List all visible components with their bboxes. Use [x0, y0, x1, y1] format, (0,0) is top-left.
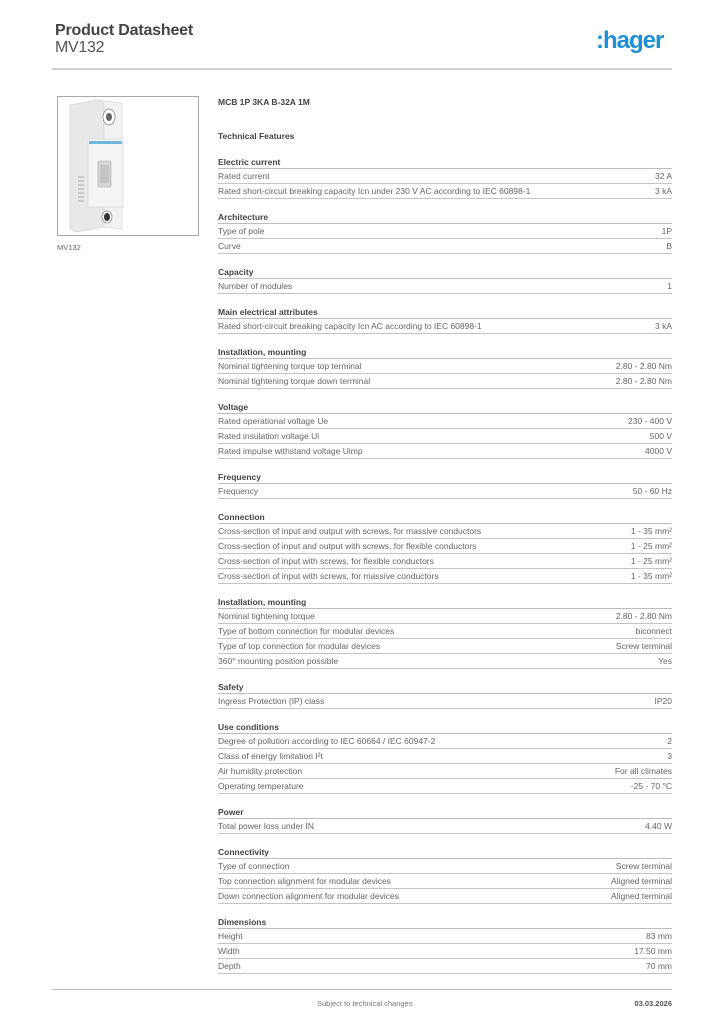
spec-value: -25 - 70 °C — [630, 781, 672, 791]
spec-label: Top connection alignment for modular devices — [218, 876, 391, 886]
spec-label: Type of top connection for modular devices — [218, 641, 381, 651]
section-title: Architecture — [218, 211, 672, 224]
spec-value: Aligned terminal — [611, 891, 672, 901]
spec-section — [218, 596, 672, 669]
spec-value: 2.80 - 2.80 Nm — [615, 611, 672, 621]
spec-value: 32 A — [654, 171, 672, 181]
spec-label: Nominal tightening torque top terminal — [218, 361, 362, 371]
spec-label: Cross-section of input with screws, for flexible conductors — [218, 556, 434, 566]
datasheet-content — [218, 96, 672, 974]
spec-value: biconnect — [635, 626, 672, 636]
spec-row — [218, 279, 672, 294]
spec-label: Operating temperature — [218, 781, 304, 791]
section-title: Safety — [218, 681, 672, 694]
product-image — [57, 96, 199, 236]
section-title: Dimensions — [218, 916, 672, 929]
spec-value: 83 mm — [646, 931, 672, 941]
spec-value: 2.80 - 2.80 Nm — [615, 376, 672, 386]
spec-value: 2.80 - 2.80 Nm — [615, 361, 672, 371]
spec-value: 1 - 35 mm² — [630, 526, 672, 536]
circuit-breaker-illustration — [58, 97, 198, 235]
spec-row — [218, 184, 672, 199]
footer-divider — [52, 989, 672, 990]
spec-label: Curve — [218, 241, 241, 251]
header-title: Product Datasheet — [55, 22, 193, 39]
spec-row — [218, 624, 672, 639]
spec-row — [218, 239, 672, 254]
spec-value: IP20 — [654, 696, 672, 706]
spec-value: 2 — [667, 736, 672, 746]
spec-row — [218, 779, 672, 794]
spec-label: Rated short-circuit breaking capacity Icn AC according to IEC 60898-1 — [218, 321, 482, 331]
spec-label: Type of connection — [218, 861, 290, 871]
spec-label: Type of bottom connection for modular devices — [218, 626, 395, 636]
spec-row — [218, 959, 672, 974]
spec-row — [218, 609, 672, 624]
spec-section — [218, 156, 672, 199]
spec-row — [218, 539, 672, 554]
spec-label: Rated operational voltage Ue — [218, 416, 329, 426]
spec-label: Cross-section of input and output with screws, for flexible conductors — [218, 541, 477, 551]
spec-value: 3 kA — [654, 186, 672, 196]
spec-label: Class of energy limitation I²t — [218, 751, 323, 761]
spec-value: 230 - 400 V — [628, 416, 672, 426]
spec-label: Nominal tightening torque — [218, 611, 315, 621]
section-title: Voltage — [218, 401, 672, 414]
spec-value: 70 mm — [646, 961, 672, 971]
spec-section — [218, 306, 672, 334]
spec-row — [218, 484, 672, 499]
spec-label: Rated short-circuit breaking capacity Icn under 230 V AC according to IEC 60898-1 — [218, 186, 531, 196]
image-caption: MV132 — [57, 243, 81, 252]
spec-section — [218, 806, 672, 834]
spec-label: Number of modules — [218, 281, 293, 291]
spec-label: Rated insulation voltage Ui — [218, 431, 320, 441]
spec-row — [218, 569, 672, 584]
spec-row — [218, 929, 672, 944]
spec-value: 3 kA — [654, 321, 672, 331]
spec-section — [218, 916, 672, 974]
section-title: Connectivity — [218, 846, 672, 859]
spec-row — [218, 819, 672, 834]
spec-value: 1 — [667, 281, 672, 291]
spec-row — [218, 359, 672, 374]
spec-label: Degree of pollution according to IEC 60664 / IEC 60947-2 — [218, 736, 436, 746]
spec-row — [218, 524, 672, 539]
section-title: Frequency — [218, 471, 672, 484]
spec-row — [218, 859, 672, 874]
spec-row — [218, 734, 672, 749]
spec-section — [218, 511, 672, 584]
spec-value: Screw terminal — [615, 641, 672, 651]
spec-value: 50 - 60 Hz — [632, 486, 672, 496]
section-title: Use conditions — [218, 721, 672, 734]
spec-row — [218, 639, 672, 654]
spec-value: 1 - 35 mm² — [630, 571, 672, 581]
footer-date: 03.03.2026 — [634, 999, 672, 1008]
section-title: Capacity — [218, 266, 672, 279]
section-title: Installation, mounting — [218, 596, 672, 609]
spec-section — [218, 346, 672, 389]
spec-label: Cross-section of input and output with screws, for massive conductors — [218, 526, 482, 536]
spec-row — [218, 414, 672, 429]
spec-value: 1P — [661, 226, 672, 236]
spec-row — [218, 944, 672, 959]
footer-note: Subject to technical changes — [317, 999, 413, 1008]
spec-value: Aligned terminal — [611, 876, 672, 886]
spec-row — [218, 889, 672, 904]
spec-value: Screw terminal — [615, 861, 672, 871]
spec-section — [218, 681, 672, 709]
spec-label: Rated impulse withstand voltage Uimp — [218, 446, 363, 456]
section-title: Installation, mounting — [218, 346, 672, 359]
spec-section — [218, 401, 672, 459]
spec-row — [218, 554, 672, 569]
section-title: Main electrical attributes — [218, 306, 672, 319]
spec-value: 500 V — [649, 431, 672, 441]
spec-value: 1 - 25 mm² — [630, 556, 672, 566]
spec-row — [218, 374, 672, 389]
spec-row — [218, 429, 672, 444]
technical-features-heading: Technical Features — [218, 131, 295, 141]
spec-row — [218, 224, 672, 239]
spec-label: Nominal tightening torque down terminal — [218, 376, 371, 386]
spec-row — [218, 319, 672, 334]
spec-value: For all climates — [614, 766, 672, 776]
spec-label: Down connection alignment for modular devices — [218, 891, 399, 901]
spec-section — [218, 471, 672, 499]
spec-label: 360° mounting position possible — [218, 656, 339, 666]
hager-logo: :hager — [596, 27, 664, 54]
section-title: Connection — [218, 511, 672, 524]
spec-row — [218, 654, 672, 669]
spec-label: Total power loss under IN — [218, 821, 314, 831]
spec-row — [218, 694, 672, 709]
spec-value: 1 - 25 mm² — [630, 541, 672, 551]
spec-label: Air humidity protection — [218, 766, 303, 776]
spec-label: Height — [218, 931, 243, 941]
spec-label: Width — [218, 946, 240, 956]
spec-row — [218, 874, 672, 889]
spec-value: 17.50 mm — [634, 946, 672, 956]
section-title: Power — [218, 806, 672, 819]
spec-value: 4000 V — [645, 446, 672, 456]
spec-value: 3 — [667, 751, 672, 761]
spec-value: B — [666, 241, 672, 251]
spec-value: 4.40 W — [645, 821, 672, 831]
product-name: MCB 1P 3KA B-32A 1M — [218, 97, 310, 107]
spec-row — [218, 169, 672, 184]
spec-sections — [218, 156, 672, 974]
spec-value: Yes — [658, 656, 672, 666]
spec-label: Depth — [218, 961, 241, 971]
spec-label: Rated current — [218, 171, 270, 181]
spec-section — [218, 211, 672, 254]
spec-row — [218, 444, 672, 459]
spec-row — [218, 749, 672, 764]
header-divider — [52, 68, 672, 70]
product-code: MV132 — [55, 39, 105, 56]
spec-row — [218, 764, 672, 779]
section-title: Electric current — [218, 156, 672, 169]
spec-section — [218, 846, 672, 904]
spec-label: Cross-section of input with screws, for massive conductors — [218, 571, 439, 581]
spec-section — [218, 266, 672, 294]
spec-section — [218, 721, 672, 794]
spec-label: Ingress Protection (IP) class — [218, 696, 325, 706]
spec-label: Type of pole — [218, 226, 265, 236]
spec-label: Frequency — [218, 486, 259, 496]
